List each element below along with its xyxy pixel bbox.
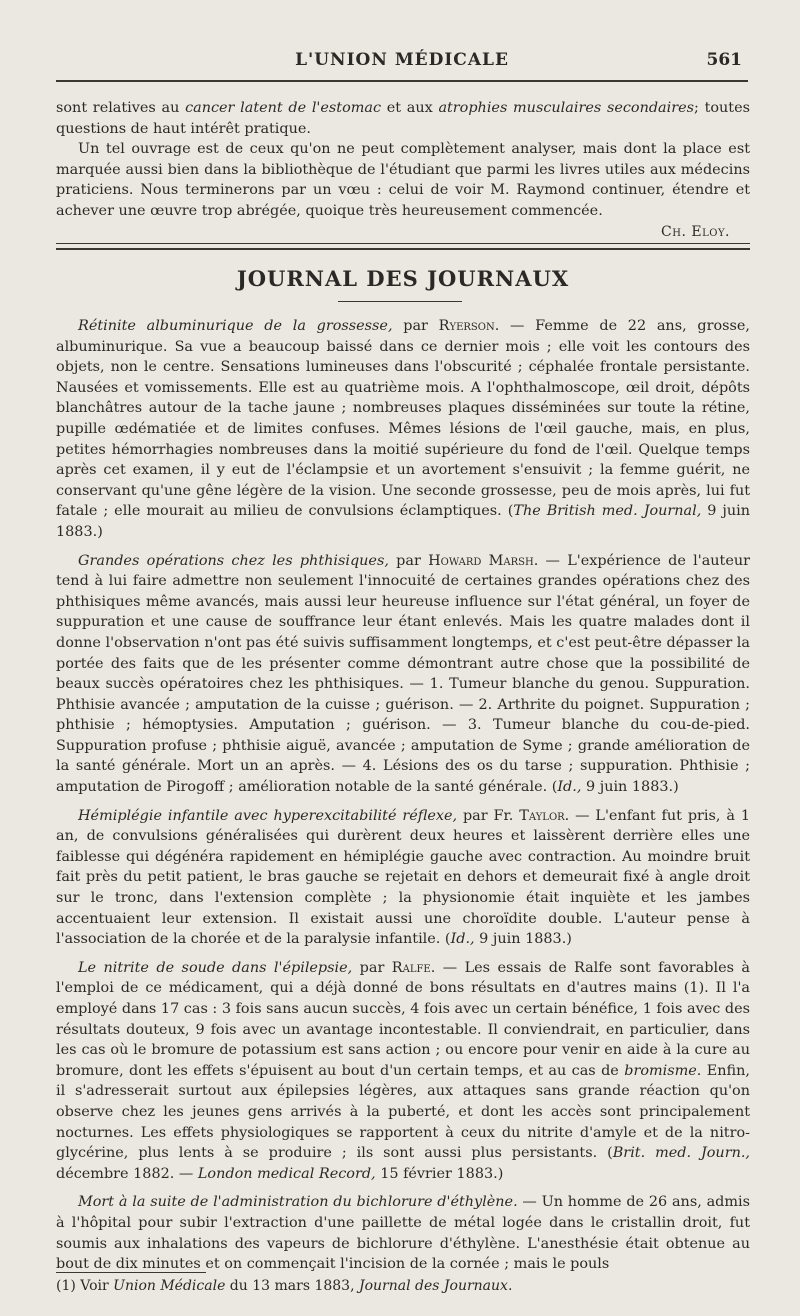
footnote: (1) Voir Union Médicale du 13 mars 1883, Journal des Journaux. — [56, 1278, 513, 1294]
article-source: Id., — [557, 779, 582, 796]
article-author: Ralfe — [391, 959, 431, 976]
section-title: JOURNAL DES JOURNAUX — [236, 266, 570, 291]
article-phthisiques: Grandes opérations chez les phthisiques, par Howard Marsh. — L'expérience de l'auteur tend à lui faire admettre non seulement l'innocuité de certaines grandes opérations chez des phthisiques même avancés, mais aussi leur heureuse influence sur l'état général, un foyer de suppuration et une cause de souffrance leur étant enlevés. Mais les quatre malades dont il donne l'observation n'ont pas été suivis suffisamment longtemps, et c'est peut-être dépasser la portée des faits que de les présenter comme démontrant autre chose que la possibilité de beaux succès opératoires chez les phthisiques. — 1. Tumeur blanche du genou. Suppuration. Phthisie avancée ; amputation de la cuisse ; guérison. — 2. Arthrite du poignet. Suppuration ; phthisie ; hémoptysies. Amputation ; guérison. — 3. Tumeur blanche du cou-de-pied. Suppuration profuse ; phthisie aiguë, avancée ; amputation de Syme ; grande amélioration de la santé générale. Mort un an après. — 4. Lésions des os du tarse ; suppuration. Phthisie ; amputation de Pirogoff ; amélioration notable de la santé générale. (Id., 9 juin 1883.) — [56, 552, 750, 796]
article-hemiplegie: Hémiplégie infantile avec hyperexcitabilité réflexe, par Fr. Taylor. — L'enfant fut pris, à 1 an, de convulsions généralisées qui durèrent deux heures et laissèrent derrière elles une faiblesse qui dégénéra rapidement en hémiplégie gauche avec contraction. Au moindre bruit fait près du petit patient, le bras gauche se rejetait en dehors et demeurait fixé à angle droit sur le tronc, dans l'extension complète ; la physionomie était inquiète et les jambes accentuaient leur extension. Il existait aussi une choroïdite double. L'auteur pense à l'association de la chorée et de la paralysie infantile. (Id., 9 juin 1883.) — [56, 807, 750, 948]
intro-paragraph-2: Un tel ouvrage est de ceux qu'on ne peut complètement analyser, mais dont la place est marquée aussi bien dans la bibliothèque de l'étudiant que parmi les livres utiles aux médecins praticiens. Nous terminerons par un vœu : celui de voir M. Raymond continuer, étendre et achever une œuvre trop abrégée, quoique très heureusement commencée. — [56, 141, 750, 219]
article-title: Mort à la suite de l'administration du bichlorure d'éthylène. — [78, 1194, 518, 1211]
page-number: 561 — [706, 50, 742, 70]
review-conclusion — [56, 98, 750, 242]
article-source-2: London medical Record, — [197, 1165, 376, 1182]
article-author: Howard Marsh — [428, 552, 534, 569]
article-source: Brit. med. Journ., — [612, 1145, 750, 1162]
articles — [56, 316, 750, 1275]
article-title: Rétinite albuminurique de la grossesse, — [78, 318, 393, 334]
section-divider — [56, 243, 750, 250]
article-title: Hémiplégie infantile avec hyperexcitabilité réflexe, — [78, 807, 458, 824]
article-source: Id., — [450, 931, 475, 948]
article-source: The British med. Journal, — [513, 503, 702, 520]
article-title: Grandes opérations chez les phthisiques, — [78, 552, 389, 569]
running-title: L'UNION MÉDICALE — [295, 50, 509, 70]
section-title-rule — [338, 301, 462, 302]
article-author: Taylor — [519, 807, 565, 824]
header-rule — [56, 80, 748, 82]
running-head — [56, 50, 748, 74]
article-title: Le nitrite de soude dans l'épilepsie, — [78, 959, 353, 976]
article-retinite: Rétinite albuminurique de la grossesse, par Ryerson. — Femme de 22 ans, grosse, albuminurique. Sa vue a beaucoup baissé dans ce dernier mois ; elle voit les contours des objets, non le centre. Sensations lumineuses dans l'obscurité ; céphalée frontale persistante. Nausées et vomissements. Elle est au quatrième mois. A l'ophthalmoscope, œil droit, dépôts blanchâtres autour de la tache jaune ; nombreuses plaques disséminées sur toute la rétine, pupille œdématiée et de limites confuses. Mêmes lésions de l'œil gauche, mais, en plus, petites hémorrhagies nombreuses dans la moitié supérieure du fond de l'œil. Quelque temps après cet examen, il y eut de l'éclampsie et un avortement s'ensuivit ; la femme guérit, ne conservant qu'une gêne légère de la vision. Une seconde grossesse, peu de mois après, lui fut fatale ; elle mourait au milieu de convulsions éclamptiques. (The British med. Journal, 9 juin 1883.) — [56, 318, 750, 540]
footnote-rule — [56, 1272, 206, 1273]
review-signature: Ch. Eloy. — [661, 223, 730, 240]
article-nitrite: Le nitrite de soude dans l'épilepsie, par Ralfe. — Les essais de Ralfe sont favorables à l'emploi de ce médicament, qui a déjà donné de bons résultats en d'autres mains (1). Il l'a employé dans 17 cas : 3 fois sans aucun succès, 4 fois avec un certain bénéfice, 1 fois avec des résultats douteux, 9 fois avec un avantage incontestable. Il conviendrait, en particulier, dans les cas où le bromure de potassium est sans action ; ou encore pour venir en aide à la cure au bromure, dont les effets s'épuisent au bout d'un certain temps, et au cas de bromisme. Enfin, il s'adresserait surtout aux épilepsies légères, aux attaques sans grande réaction qu'on observe chez les jeunes gens arrivés à la puberté, et dont les accès sont principalement nocturnes. Les effets physiologiques se rapportent à ceux du nitrite d'amyle et de la nitro-glycérine, plus lents à se produire ; ils sont aussi plus persistants. (Brit. med. Journ., décembre 1882. — London medical Record, 15 février 1883.) — [56, 959, 751, 1182]
intro-paragraph-1: sont relatives au cancer latent de l'estomac et aux atrophies musculaires secondaires; toutes questions de haut intérêt pratique. — [56, 100, 750, 137]
article-author: Ryerson — [438, 318, 495, 334]
article-bichlorure: Mort à la suite de l'administration du bichlorure d'éthylène. — Un homme de 26 ans, admis à l'hôpital pour subir l'extraction d'une paillette de métal logée dans le cristallin droit, fut soumis aux inhalations des vapeurs de bichlorure d'éthylène. L'anesthésie était obtenue au bout de dix minutes et on commençait l'incision de la cornée ; mais le pouls — [56, 1194, 750, 1273]
